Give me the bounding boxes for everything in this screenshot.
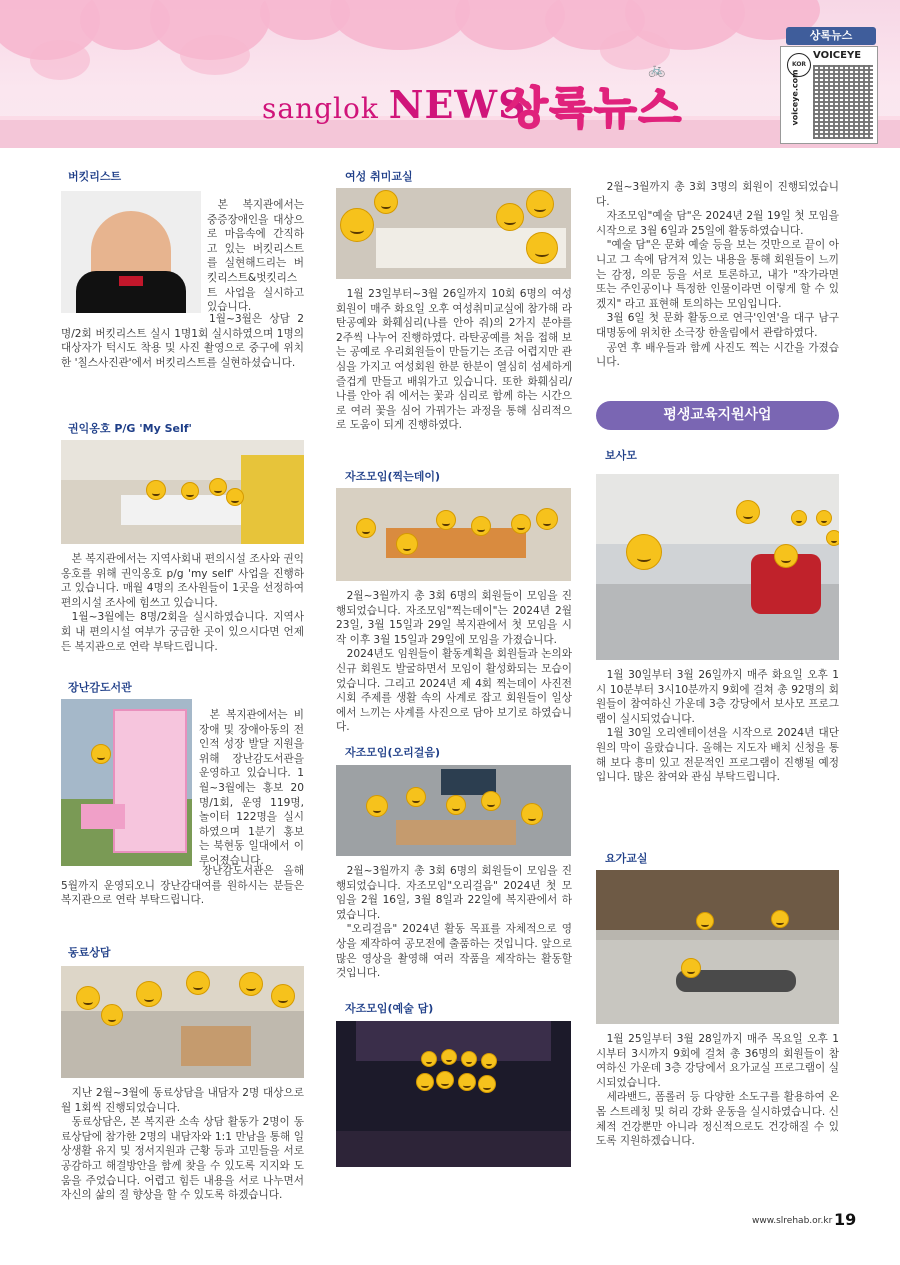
peer-text [61,1086,304,1203]
smiley-face-icon [416,1073,434,1091]
smiley-face-icon [826,530,839,546]
peer-p1: 지난 2월~3월에 동료상담을 내담자 2명 대상으로 월 1회씩 진행되었습니다. [61,1087,304,1114]
smiley-face-icon [816,510,832,526]
toy-photo [61,699,192,866]
smiley-face-icon [446,795,466,815]
photoday-photo [336,488,571,581]
toy-title: 장난감도서관 [68,681,132,694]
yoga-title: 요가교실 [605,852,648,865]
smiley-face-icon [441,1049,457,1065]
smiley-face-icon [526,232,558,264]
table-shape [121,495,241,525]
smiley-face-icon [91,744,111,764]
peer-photo [61,966,304,1078]
smiley-face-icon [774,544,798,568]
rights-title: 권익옹호 P/G 'My Self' [68,422,192,435]
bocia-text [596,668,839,785]
lifelong-education-pill: 평생교육지원사업 [596,401,839,430]
smiley-face-icon [461,1051,477,1067]
art-cont-p4: 3월 6일 첫 문화 활동으로 연극'인연'을 대구 남구 대명동에 위치한 소극장 한울림에서 관람하였다. [596,312,839,339]
yoga-photo [596,870,839,1024]
smiley-face-icon [340,208,374,242]
bucket-p2: 1월~3월은 상담 2명/2회 버킷리스트 실시 1명1회 실시하였으며 1명의 대상자가 턱시도 착용 및 사진 촬영으로 중구에 위치한 '칠스사진관'에서 버킷리스트를 실현하셨습니다. [61,313,304,369]
cherry-tree [330,0,470,50]
smiley-face-icon [481,791,501,811]
smiley-face-icon [406,787,426,807]
art-cont-p1: 2월~3월까지 총 3회 3명의 회원이 진행되었습니다. [596,181,839,208]
toy-text-b [61,864,304,908]
boxes-shape [596,870,839,930]
bicycle-icon: 🚲 [648,62,666,78]
smiley-face-icon [436,510,456,530]
bocia-title: 보사모 [605,449,637,462]
smiley-face-icon [101,1004,123,1026]
hobby-title: 여성 취미교실 [345,170,413,183]
kor-badge: KOR [787,53,811,77]
smiley-face-icon [458,1073,476,1091]
toy-text-a [199,708,304,869]
duck-p1: 2월~3월까지 총 3회 6명의 회원들이 모임을 진행되었습니다. 자조모임"오리걸음" 2024년 첫 모임을 2월 16일, 3월 8일과 22일에 복지관에서 하였습니다. [336,865,572,921]
smiley-face-icon [76,986,100,1010]
smiley-face-icon [626,534,662,570]
footer-url: www.slrehab.or.kr [752,1216,833,1226]
peer-p2: 동료상담은, 본 복지관 소속 상담 활동가 2명이 동료상담에 참가한 2명의 내담자와 1:1 만남을 통해 일상생활 유지 및 정서지원과 근황 등과 고민들을 서로 공감하고 해결방안을 함께 찾을 수 있도록 지지와 도움을 주었습니다. 어렵고 힘든 내용을 서로 나누면서 자신의 삶의 질 향상을 할 수 있도록 하겠습니다. [61,1116,304,1202]
table-shape [396,820,516,845]
bocia-p2: 1월 30일 오리엔테이션을 시작으로 2024년 대단원의 막이 올랐습니다. 올해는 지도자 배치 신청을 통해 보다 흥미 있고 전문적인 프로그램이 진행될 예정입니다. 많은 참여와 관심 부탁드립니다. [596,727,839,784]
photoday-text [336,589,572,735]
art-title: 자조모임(예술 담) [345,1002,434,1015]
stage-floor-shape [336,1131,571,1167]
hobby-text [336,287,572,433]
header-banner [0,0,900,148]
bucket-text-b [61,312,304,370]
smiley-face-icon [356,518,376,538]
smiley-face-icon [791,510,807,526]
duck-p2: "오리걸음" 2024년 활동 목표를 자체적으로 영상을 제작하여 공모전에 출품하는 것입니다. 앞으로 많은 영상을 촬영해 여러 작품을 제작하는 활동할 것입니다. [336,923,572,980]
logo-en-big: NEWS [388,82,527,127]
voiceye-label: VOICEYE [813,50,862,61]
voiceye-code [780,46,878,144]
wall-shape [596,474,839,544]
yoga-p1: 1월 25일부터 3월 28일까지 매주 목요일 오후 1시부터 3시까지 9회에 걸쳐 총 36명의 회원들이 참여하신 가운데 3층 강당에서 요가교실 프로그램이 실시되었습니다. [596,1033,839,1089]
photoday-p2: 2024년도 임원들이 활동계획을 회원들과 논의와 신규 회원도 발굴하면서 모임이 활성화되는 모습이었습니다. 그리고 2024년 제 4회 찍는데이 사진전시회 주제를 생활 속의 사계로 잡고 회원들이 일상에서 느끼는 사계를 사진으로 담아 보기로 하였습니다. [336,648,572,734]
table-shape [81,804,125,829]
smiley-face-icon [146,480,166,500]
photoday-p1: 2월~3월까지 총 3회 6명의 회원들이 모임을 진행되었습니다. 자조모임"찍는데이"는 2024년 2월 23일, 3월 15일과 29일 복지관에서 첫 모임을 시작 이후 3월 15일과 29일에 모임을 가졌습니다. [336,590,572,646]
bucket-title: 버킷리스트 [68,170,122,183]
yoga-p2: 세라밴드, 폼롤러 등 다양한 소도구를 활용하여 온몸 스트레칭 및 허리 강화 운동을 실시하였습니다. 신체적 건강뿐만 아니라 정신적으로도 건강해질 수 있도록 지원하겠습니다. [596,1091,839,1148]
smiley-face-icon [481,1053,497,1069]
smiley-face-icon [471,516,491,536]
peer-title: 동료상담 [68,946,111,959]
smiley-face-icon [736,500,760,524]
smiley-face-icon [239,972,263,996]
art-photo [336,1021,571,1167]
logo-english [262,82,527,127]
toy-p1: 본 복지관에서는 비장애 및 장애아동의 전인적 성장 발달 지원을 위해 장난감도서관을 운영하고 있습니다. 1월~3월에는 홍보 20명/1회, 운영 119명, 놀이터 122명을 실시하였으며 1분기 홍보는 북현동 일대에서 이루어졌습니다. [199,709,304,867]
smiley-face-icon [696,912,714,930]
photoday-title: 자조모임(찍는데이) [345,470,441,483]
smiley-face-icon [136,981,162,1007]
bocia-photo [596,474,839,660]
cabinet-shape [241,455,304,544]
smiley-face-icon [681,958,701,978]
smiley-face-icon [771,910,789,928]
smiley-face-icon [396,533,418,555]
smiley-face-icon [511,514,531,534]
banner-stand-shape [113,709,187,853]
duck-title: 자조모임(오리걸음) [345,746,441,759]
table-shape [181,1026,251,1066]
smiley-face-icon [536,508,558,530]
smiley-face-icon [436,1071,454,1089]
art-cont-p3: "예술 담"은 문화 예술 등을 보는 것만으로 끝이 아니고 그 속에 담겨져 있는 내용을 통해 회원들이 느끼는 감정, 의문 등을 서로 토론하고, 내가 "작가라면 또는 주인공이나 특정한 인물이라면 이렇게 할 수 있겠지" 라고 표현해 토의하는 모임입니다. [596,239,839,310]
art-cont-p5: 공연 후 배우들과 함께 사진도 찍는 시간을 가졌습니다. [596,341,839,369]
logo-korean: 상록뉴스 [505,83,684,134]
cherry-tree [30,40,90,80]
smiley-face-icon [186,971,210,995]
section-tab: 상록뉴스 [786,27,876,45]
yoga-text [596,1032,839,1149]
smiley-face-icon [181,482,199,500]
rights-p1: 본 복지관에서는 지역사회내 편의시설 조사와 권익옹호를 위해 권익옹호 p/g 'my self' 사업을 진행하고 있습니다. 매월 4명의 조사원들이 1곳을 선정하여 편의시설 조사에 힘쓰고 있습니다. [61,553,304,609]
rights-text [61,552,304,654]
smiley-face-icon [374,190,398,214]
smiley-face-icon [496,203,524,231]
toy-p2: 장난감도서관은 올해 5월까지 운영되오니 장난감대여를 원하시는 분들은 복지관으로 연락 부탁드립니다. [61,865,304,907]
rights-photo [61,440,304,544]
voiceye-side: voiceye.com [790,69,800,126]
smiley-face-icon [521,803,543,825]
bowtie-shape [119,276,143,286]
bocia-p1: 1월 30일부터 3월 26일까지 매주 화요일 오후 1시 10분부터 3시10분까지 9회에 걸쳐 총 92명의 회원들이 참여하신 가운데 3층 강당에서 보사모 프로그램이 실시되었습니다. [596,669,839,725]
logo-en-small: sanglok [262,92,379,125]
cherry-tree [180,35,250,75]
smiley-face-icon [478,1075,496,1093]
smiley-face-icon [209,478,227,496]
bucket-p1: 본 복지관에서는 중증장애인을 대상으로 마음속에 간직하고 있는 버킷리스트를 실현해드리는 버킷리스트&벗킷리스트 사업을 실시하고 있습니다. [207,199,304,314]
duck-photo [336,765,571,856]
bucket-text-a [207,198,304,315]
rights-p2: 1월~3월에는 8명/2회을 실시하였습니다. 지역사회 내 편의시설 여부가 궁금한 곳이 있으시다면 언제든 복지관으로 연락 부탁드립니다. [61,611,304,653]
smiley-face-icon [421,1051,437,1067]
smiley-face-icon [271,984,295,1008]
hobby-p1: 1월 23일부터~3월 26일까지 10회 6명의 여성회원이 매주 화요일 오후 여성취미교실에 참가해 라탄공예와 화훼심리(나를 안아 줘)의 2가지 분야를 2주씩 나누어 진행하였다. 라탄공예를 처음 접해 보는 공예로 우리회원들이 만들기는 조금 어렵지만 관심을 가지고 여성회원 한분 한분이 열심히 섬세하게 즐겁게 만들고 배워가고 있습니다. 또한 화훼심리/나를 안아 줘 에서는 꽃과 심리로 함께 하는 시간으로 여러 꽃을 심어 가꿔가는 과정을 통해 심리적으로 도움이 되게 진행하였다. [336,288,572,432]
smiley-face-icon [526,190,554,218]
smiley-face-icon [366,795,388,817]
hobby-photo [336,188,571,279]
bucket-photo [61,191,201,313]
duck-text [336,864,572,981]
page-number: 19 [834,1210,857,1229]
voiceye-grid [813,65,873,139]
art-cont-text [596,180,839,370]
smiley-face-icon [226,488,244,506]
art-cont-p2: 자조모임"예술 담"은 2024년 2월 19일 첫 모임을 시작으로 3월 6일과 25일에 활동하였습니다. [596,210,839,237]
